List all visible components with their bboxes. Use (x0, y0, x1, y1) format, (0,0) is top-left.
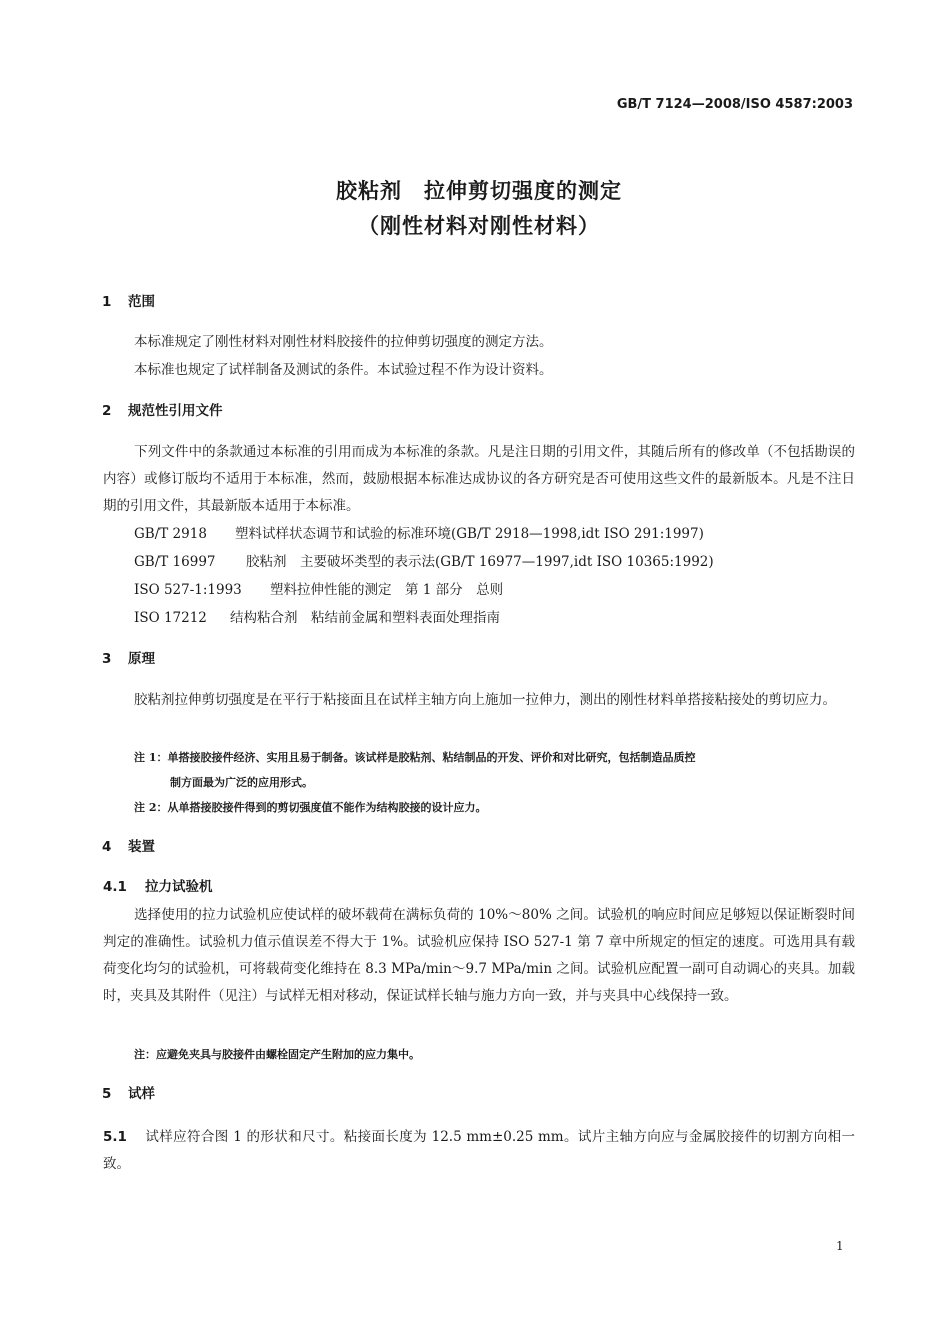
page-number: 1 (836, 1239, 844, 1253)
section-2-intro-text: 下列文件中的条款通过本标准的引用而成为本标准的条款。凡是注日期的引用文件，其随后所有的修改单（不包括勘误的内容）或修订版均不适用于本标准，然而，鼓励根据本标准达成协议的各方研究是否可使用这些文件的最新版本。凡是不注日期的引用文件，其最新版本适用于本标准。 (103, 444, 855, 514)
subsection-4-1-heading (103, 874, 213, 901)
section-number: 1 (102, 294, 112, 310)
section-number: 3 (102, 651, 112, 667)
section-1-paragraph-2: 本标准也规定了试样制备及测试的条件。本试验过程不作为设计资料。 (134, 362, 553, 378)
note-1-continued: 制方面最为广泛的应用形式。 (170, 776, 313, 789)
subsection-title: 拉力试验机 (145, 879, 213, 895)
section-3-text: 胶粘剂拉伸剪切强度是在平行于粘接面且在试样主轴方向上施加一拉伸力，测出的刚性材料单搭接粘接处的剪切应力。 (134, 692, 836, 708)
reference-code: ISO 17212 (134, 610, 207, 626)
section-5-text: 试样应符合图 1 的形状和尺寸。粘接面长度为 12.5 mm±0.25 mm。试片主轴方向应与金属胶接件的切割方向相一致。 (103, 1129, 855, 1172)
section-1-heading (102, 289, 155, 316)
section-3-paragraph (103, 687, 855, 714)
reference-item (134, 577, 503, 604)
section-4-note: 注：应避免夹具与胶接件由螺栓固定产生附加的应力集中。 (134, 1048, 420, 1061)
standard-code: GB/T 7124—2008/ISO 4587:2003 (616, 97, 853, 112)
document-subtitle: （刚性材料对刚性材料） (358, 214, 600, 238)
section-4-heading (102, 834, 155, 861)
section-title: 试样 (128, 1086, 155, 1102)
section-4-paragraph (103, 902, 855, 1010)
note-2: 注 2：从单搭接胶接件得到的剪切强度值不能作为结构胶接的设计应力。 (134, 801, 487, 814)
section-3-heading (102, 646, 155, 673)
section-title: 范围 (128, 294, 155, 310)
section-2-intro (103, 439, 855, 520)
reference-item (134, 549, 714, 576)
reference-item (134, 605, 500, 632)
section-2-heading (102, 398, 223, 425)
reference-text: 胶粘剂 主要破坏类型的表示法(GB/T 16977—1997,idt ISO 10365:1992) (246, 554, 714, 570)
section-1-paragraph-1: 本标准规定了刚性材料对刚性材料胶接件的拉伸剪切强度的测定方法。 (134, 334, 553, 350)
subsection-number: 4.1 (103, 879, 127, 895)
section-title: 装置 (128, 839, 155, 855)
section-number: 2 (102, 403, 112, 419)
note-1: 注 1：单搭接胶接件经济、实用且易于制备。该试样是胶粘剂、粘结制品的开发、评价和对比研究，包括制造品质控 (134, 751, 696, 764)
reference-text: 塑料拉伸性能的测定 第 1 部分 总则 (270, 582, 504, 598)
reference-item (134, 521, 704, 548)
section-5-paragraph (103, 1124, 855, 1178)
document-title: 胶粘剂 拉伸剪切强度的测定 (336, 179, 622, 203)
section-title: 原理 (128, 651, 155, 667)
section-5-heading (102, 1081, 155, 1108)
reference-text: 结构粘合剂 粘结前金属和塑料表面处理指南 (230, 610, 500, 626)
reference-text: 塑料试样状态调节和试验的标准环境(GB/T 2918—1998,idt ISO 291:1997) (235, 526, 704, 542)
section-title: 规范性引用文件 (128, 403, 223, 419)
section-number: 4 (102, 839, 112, 855)
reference-code: ISO 527-1:1993 (134, 582, 242, 598)
subsection-number: 5.1 (103, 1129, 127, 1145)
section-number: 5 (102, 1086, 112, 1102)
reference-code: GB/T 2918 (134, 526, 207, 542)
section-4-text: 选择使用的拉力试验机应使试样的破坏载荷在满标负荷的 10%～80% 之间。试验机的响应时间应足够短以保证断裂时间判定的准确性。试验机力值示值误差不得大于 1%。试验机应保持 ISO 527-1 第 7 章中所规定的恒定的速度。可选用具有载荷变化均匀的试验机，可将载荷变化维持在 8.3 MPa/min～9.7 MPa/min 之间。试验机应配置一副可自动调心的夹具。加载时，夹具及其附件（见注）与试样无相对移动，保证试样长轴与施力方向一致，并与夹具中心线保持一致。 (103, 907, 855, 1004)
reference-code: GB/T 16997 (134, 554, 216, 570)
